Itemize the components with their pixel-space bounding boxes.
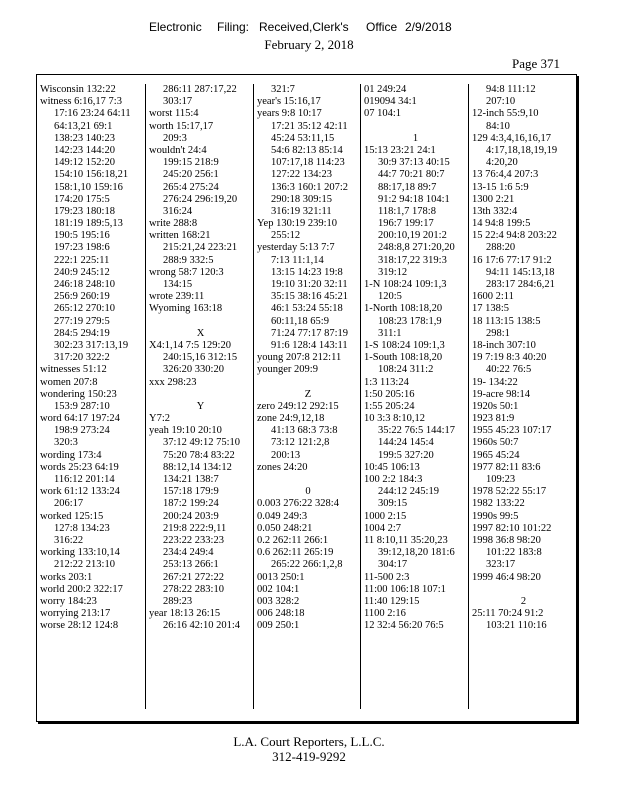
index-entry-line: 54:6 82:13 85:14	[271, 144, 343, 156]
index-entry-line: Wisconsin 132:22	[40, 84, 116, 95]
index-entry-line: 100 2:2 184:3	[364, 474, 423, 485]
index-entry-line: 17 138:5	[472, 303, 510, 315]
index-entry-line: 206:17	[54, 498, 84, 510]
index-entry-line: 41:13 68:3 73:8	[271, 425, 338, 437]
index-entry-line: 320:3	[54, 437, 78, 449]
section-letter-heading: X	[196, 327, 205, 339]
index-entry-line: 209:3	[163, 132, 187, 144]
index-entry-line: Yep 130:19 239:10	[257, 218, 338, 230]
index-entry-line: 12 32:4 56:20 76:5	[364, 620, 444, 632]
index-entry-line: 1000 2:15	[364, 510, 407, 522]
index-entry-line: 1-N 108:24 109:1,3	[364, 279, 447, 290]
index-entry-line: 326:20 330:20	[163, 364, 224, 376]
index-entry-line: 265:4 275:24	[163, 181, 219, 193]
index-entry-line: 276:24 296:19,20	[163, 193, 238, 205]
index-entry-line: 240:15,16 312:15	[163, 352, 238, 364]
index-entry-line: 1004 2:7	[364, 522, 402, 534]
index-entry-line: 144:24 145:4	[378, 437, 434, 449]
index-entry-line: 255:12	[271, 230, 301, 242]
index-entry-line: 37:12 49:12 75:10	[163, 437, 241, 449]
index-entry-line: 118:1,7 178:8	[378, 205, 436, 217]
index-entry-line: wrote 239:11	[149, 291, 205, 303]
index-entry-line: 134:15	[163, 279, 193, 290]
index-entry-line: 198:9 273:24	[54, 425, 110, 437]
index-column-1	[40, 84, 144, 709]
index-entry-line: 116:12 201:14	[54, 474, 115, 485]
index-entry-line: 13th 332:4	[472, 205, 518, 217]
transcript-date: February 2, 2018	[264, 37, 354, 52]
index-entry-line: younger 209:9	[257, 364, 318, 376]
index-entry-line: written 168:21	[149, 230, 211, 242]
index-entry-line: 71:24 77:17 87:19	[271, 327, 349, 339]
index-entry-line: 1999 46:4 98:20	[472, 571, 541, 583]
index-entry-line: 19:10 31:20 32:11	[271, 279, 348, 290]
index-entry-line: 11-500 2:3	[364, 571, 410, 583]
index-entry-line: 1920s 50:1	[472, 400, 519, 412]
index-entry-line: 246:18 248:10	[54, 279, 115, 290]
index-entry-line: zero 249:12 292:15	[257, 400, 339, 412]
index-entry-line: 1-South 108:18,20	[364, 352, 443, 364]
index-entry-line: 11:40 129:15	[364, 595, 420, 607]
index-entry-line: 199:5 327:20	[378, 449, 434, 461]
index-entry-line: 199:15 218:9	[163, 157, 219, 169]
index-entry-line: write 288:8	[149, 218, 198, 230]
index-column-5	[472, 84, 575, 709]
index-entry-line: 316:22	[54, 534, 84, 546]
index-entry-line: wrong 58:7 120:3	[149, 266, 224, 278]
index-entry-line: 321:7	[271, 84, 295, 95]
index-entry-line: 302:23 317:13,19	[54, 339, 129, 351]
blank-line	[472, 584, 575, 596]
index-entry-line: 1965 45:24	[472, 449, 520, 461]
blank-line	[257, 474, 359, 486]
index-entry-line: worked 125:15	[40, 510, 104, 522]
index-entry-line: 134:21 138:7	[163, 474, 219, 485]
index-entry-line: 45:24 53:11,15	[271, 132, 335, 144]
stamp-electronic: Electronic	[149, 20, 202, 34]
index-entry-line: 1990s 99:5	[472, 510, 519, 522]
index-entry-line: 006 248:18	[257, 608, 305, 620]
index-entry-line: 07 104:1	[364, 108, 402, 120]
filing-stamp	[0, 18, 618, 38]
index-entry-line: 158:1,10 159:16	[54, 181, 123, 193]
index-entry-line: 200:13	[271, 449, 301, 461]
index-entry-line: Wyoming 163:18	[149, 303, 223, 315]
index-entry-line: 91:2 94:18 104:1	[378, 193, 450, 205]
index-entry-line: 1:3 113:24	[364, 376, 409, 388]
index-entry-line: 17:16 23:24 64:11	[54, 108, 131, 120]
index-entry-line: 002 104:1	[257, 583, 300, 595]
index-entry-line: 244:12 245:19	[378, 486, 439, 498]
index-entry-line: 234:4 249:4	[163, 547, 214, 559]
index-entry-line: 4:20,20	[486, 157, 518, 169]
index-entry-line: 13 76:4,4 207:3	[472, 169, 539, 181]
index-entry-line: 129 4:3,4,16,16,17	[472, 132, 552, 144]
index-entry-line: 1-North 108:18,20	[364, 303, 443, 315]
index-entry-line: 181:19 189:5,13	[54, 218, 123, 230]
index-entry-line: 1-S 108:24 109:1,3	[364, 339, 445, 351]
index-entry-line: 60:11,18 65:9	[271, 315, 329, 327]
index-entry-line: 25:11 70:24 91:2	[472, 608, 544, 620]
index-entry-line: 17:21 35:12 42:11	[271, 120, 348, 132]
index-column-4	[364, 84, 467, 709]
index-entry-line: wording 173:4	[40, 449, 102, 461]
index-entry-line: worst 115:4	[149, 108, 199, 120]
blank-line	[364, 121, 467, 133]
index-entry-line: 179:23 180:18	[54, 205, 115, 217]
index-entry-line: 154:10 156:18,21	[54, 169, 129, 181]
index-entry-line: 265:22 266:1,2,8	[271, 559, 343, 571]
index-entry-line: women 207:8	[40, 376, 98, 388]
index-entry-line: 288:9 332:5	[163, 254, 214, 266]
index-entry-line: 35:22 76:5 144:17	[378, 425, 456, 437]
index-entry-line: 0.6 262:11 265:19	[257, 547, 334, 559]
index-entry-line: 19 7:19 8:3 40:20	[472, 352, 547, 364]
stamp-filing: Filing:	[217, 20, 250, 34]
index-entry-line: 7:13 11:1,14	[271, 254, 324, 266]
index-entry-line: 14 94:8 199:5	[472, 218, 531, 230]
index-entry-line: 127:22 134:23	[271, 169, 332, 181]
index-entry-line: 16 17:6 77:17 91:2	[472, 254, 552, 266]
index-entry-line: 245:20 256:1	[163, 169, 219, 181]
index-entry-line: 256:9 260:19	[54, 291, 110, 303]
blank-line	[149, 389, 252, 401]
index-entry-line: 1997 82:10 101:22	[472, 522, 552, 534]
index-entry-line: 13:15 14:23 19:8	[271, 266, 343, 278]
index-entry-line: 1:50 205:16	[364, 388, 415, 400]
index-entry-line: 277:19 279:5	[54, 315, 110, 327]
index-entry-line: 223:22 233:23	[163, 534, 224, 546]
index-entry-line: 298:1	[486, 327, 510, 339]
index-entry-line: yesterday 5:13 7:7	[257, 242, 335, 254]
index-entry-line: 13-15 1:6 5:9	[472, 181, 529, 193]
index-entry-line: 94:11 145:13,18	[486, 266, 555, 278]
index-entry-line: 248:8,8 271:20,20	[378, 242, 455, 254]
index-entry-line: wouldn't 24:4	[149, 144, 207, 156]
index-entry-line: 138:23 140:23	[54, 132, 115, 144]
index-entry-line: year's 15:16,17	[257, 96, 321, 108]
index-entry-line: 11 8:10,11 35:20,23	[364, 534, 448, 546]
index-entry-line: 18 113:15 138:5	[472, 315, 541, 327]
index-entry-line: 19- 134:22	[472, 376, 518, 388]
index-entry-line: 286:11 287:17,22	[163, 84, 237, 95]
index-entry-line: 73:12 121:2,8	[271, 437, 330, 449]
index-entry-line: 219:8 222:9,11	[163, 522, 227, 534]
index-entry-line: 1998 36:8 98:20	[472, 534, 541, 546]
index-entry-line: 12-inch 55:9,10	[472, 108, 539, 120]
index-entry-line: 0.003 276:22 328:4	[257, 498, 339, 510]
index-entry-line: work 61:12 133:24	[40, 486, 120, 498]
index-entry-line: X4:1,14 7:5 129:20	[149, 339, 231, 351]
index-entry-line: 15:13 23:21 24:1	[364, 144, 436, 156]
index-entry-line: yeah 19:10 20:10	[149, 425, 222, 437]
index-entry-line: 278:22 283:10	[163, 583, 224, 595]
index-entry-line: zones 24:20	[257, 461, 308, 473]
index-entry-line: 149:12 152:20	[54, 157, 115, 169]
index-entry-line: 317:20 322:2	[54, 352, 110, 364]
index-entry-line: wondering 150:23	[40, 388, 117, 400]
index-entry-line: 284:5 294:19	[54, 327, 110, 339]
index-entry-line: 75:20 78:4 83:22	[163, 449, 235, 461]
index-entry-line: 323:17	[486, 559, 516, 571]
index-entry-line: 316:24	[163, 205, 193, 217]
index-entry-line: 240:9 245:12	[54, 266, 110, 278]
index-entry-line: 1:55 205:24	[364, 400, 415, 412]
index-entry-line: 136:3 160:1 207:2	[271, 181, 349, 193]
index-entry-line: 1100 2:16	[364, 608, 406, 620]
index-entry-line: works 203:1	[40, 571, 93, 583]
index-entry-line: 200:10,19 201:2	[378, 230, 447, 242]
index-entry-line: 289:23	[163, 595, 193, 607]
index-column-2	[149, 84, 252, 709]
index-entry-line: 009 250:1	[257, 620, 300, 632]
section-letter-heading: Z	[304, 388, 312, 400]
index-entry-line: 0013 250:1	[257, 571, 305, 583]
index-entry-line: 196:7 199:17	[378, 218, 434, 230]
index-entry-line: 120:5	[378, 291, 402, 303]
section-letter-heading: 0	[305, 486, 311, 498]
index-entry-line: 197:23 198:6	[54, 242, 110, 254]
blank-line	[149, 316, 252, 328]
column-divider	[468, 84, 469, 709]
index-entry-line: 15 22:4 94:8 203:22	[472, 230, 557, 242]
index-entry-line: 109:23	[486, 474, 516, 485]
index-entry-line: 1960s 50:7	[472, 437, 519, 449]
index-entry-line: 64:13,21 69:1	[54, 120, 113, 132]
index-entry-line: 1600 2:11	[472, 291, 514, 303]
index-entry-line: worrying 213:17	[40, 608, 111, 620]
index-entry-line: 153:9 287:10	[54, 400, 110, 412]
index-entry-line: 26:16 42:10 201:4	[163, 620, 241, 632]
index-entry-line: 46:1 53:24 55:18	[271, 303, 343, 315]
index-entry-line: 84:10	[486, 120, 510, 132]
column-divider	[145, 84, 146, 709]
index-entry-line: 207:10	[486, 96, 516, 108]
index-entry-line: 1300 2:21	[472, 193, 515, 205]
index-entry-line: 1978 52:22 55:17	[472, 486, 547, 498]
index-entry-line: zone 24:9,12,18	[257, 413, 325, 425]
index-entry-line: 0.049 249:3	[257, 510, 308, 522]
index-entry-line: words 25:23 64:19	[40, 461, 119, 473]
index-column-3	[257, 84, 359, 709]
index-entry-line: 1982 133:22	[472, 498, 525, 510]
index-entry-line: 265:12 270:10	[54, 303, 115, 315]
index-entry-line: 11:00 106:18 107:1	[364, 583, 446, 595]
index-entry-line: 187:2 199:24	[163, 498, 219, 510]
index-entry-line: 1955 45:23 107:17	[472, 425, 552, 437]
index-entry-line: 19-acre 98:14	[472, 388, 531, 400]
index-entry-line: word 64:17 197:24	[40, 413, 120, 425]
index-entry-line: 10:45 106:13	[364, 461, 420, 473]
index-entry-line: 108:24 311:2	[378, 364, 434, 376]
index-entry-line: witnesses 51:12	[40, 364, 107, 376]
index-entry-line: 4:17,18,18,19,19	[486, 144, 558, 156]
index-entry-line: worse 28:12 124:8	[40, 620, 119, 632]
index-entry-line: 1923 81:9	[472, 413, 515, 425]
index-entry-line: year 18:13 26:15	[149, 608, 221, 620]
column-divider	[360, 84, 361, 709]
index-entry-line: 35:15 38:16 45:21	[271, 291, 349, 303]
index-entry-line: 18-inch 307:10	[472, 339, 536, 351]
index-entry-line: 30:9 37:13 40:15	[378, 157, 450, 169]
index-entry-line: 304:17	[378, 559, 408, 571]
stamp-filed-date: 2/9/2018	[405, 20, 452, 34]
index-entry-line: 222:1 225:11	[54, 254, 110, 266]
index-entry-line: Y7:2	[149, 413, 170, 425]
index-entry-line: 0.2 262:11 266:1	[257, 534, 329, 546]
index-entry-line: 103:21 110:16	[486, 620, 547, 632]
index-entry-line: 01 249:24	[364, 84, 407, 95]
footer-phone: 312-419-9292	[272, 749, 346, 764]
index-entry-line: years 9:8 10:17	[257, 108, 322, 120]
index-entry-line: 142:23 144:20	[54, 144, 115, 156]
index-entry-line: 212:22 213:10	[54, 559, 115, 571]
stamp-office: Office	[366, 20, 398, 34]
index-entry-line: 127:8 134:23	[54, 522, 110, 534]
index-entry-line: 190:5 195:16	[54, 230, 110, 242]
index-entry-line: 174:20 175:5	[54, 193, 110, 205]
index-entry-line: 311:1	[378, 327, 402, 339]
index-entry-line: world 200:2 322:17	[40, 583, 123, 595]
index-entry-line: 019094 34:1	[364, 96, 417, 108]
index-entry-line: worry 184:23	[40, 595, 97, 607]
page-number: Page 371	[511, 56, 560, 71]
index-entry-line: 91:6 128:4 143:11	[271, 339, 348, 351]
index-entry-line: 003 328:2	[257, 595, 300, 607]
index-entry-line: 290:18 309:15	[271, 193, 332, 205]
index-entry-line: 101:22 183:8	[486, 547, 542, 559]
index-entry-line: 288:20	[486, 242, 516, 254]
index-entry-line: 88:17,18 89:7	[378, 181, 437, 193]
index-entry-line: 39:12,18,20 181:6	[378, 547, 455, 559]
index-entry-line: worth 15:17,17	[149, 120, 214, 132]
index-entry-line: 94:8 111:12	[486, 84, 536, 95]
index-entry-line: 1977 82:11 83:6	[472, 461, 541, 473]
index-entry-line: 316:19 321:11	[271, 205, 332, 217]
index-entry-line: 309:15	[378, 498, 408, 510]
index-entry-line: 157:18 179:9	[163, 486, 219, 498]
index-entry-line: 283:17 284:6,21	[486, 279, 555, 290]
index-entry-line: witness 6:16,17 7:3	[40, 96, 122, 108]
index-entry-line: 108:23 178:1,9	[378, 315, 442, 327]
blank-line	[257, 377, 359, 389]
stamp-received: Received,Clerk's	[259, 20, 349, 34]
index-entry-line: 253:13 266:1	[163, 559, 219, 571]
index-entry-line: 0.050 248:21	[257, 522, 313, 534]
index-entry-line: 200:24 203:9	[163, 510, 219, 522]
index-entry-line: 107:17,18 114:23	[271, 157, 345, 169]
index-entry-line: 215:21,24 223:21	[163, 242, 238, 254]
index-entry-line: 319:12	[378, 266, 408, 278]
index-entry-line: 303:17	[163, 96, 193, 108]
index-entry-line: young 207:8 212:11	[257, 352, 342, 364]
column-divider	[253, 84, 254, 709]
section-letter-heading: Y	[196, 400, 205, 412]
index-entry-line: 88:12,14 134:12	[163, 461, 232, 473]
section-letter-heading: 2	[520, 595, 527, 607]
index-entry-line: 40:22 76:5	[486, 364, 532, 376]
footer-company: L.A. Court Reporters, L.L.C.	[233, 734, 385, 749]
index-entry-line: working 133:10,14	[40, 547, 120, 559]
section-letter-heading: 1	[412, 132, 419, 144]
index-entry-line: 267:21 272:22	[163, 571, 224, 583]
index-entry-line: xxx 298:23	[149, 376, 197, 388]
index-entry-line: 44:7 70:21 80:7	[378, 169, 445, 181]
index-entry-line: 10 3:3 8:10,12	[364, 413, 425, 425]
index-entry-line: 318:17,22 319:3	[378, 254, 447, 266]
